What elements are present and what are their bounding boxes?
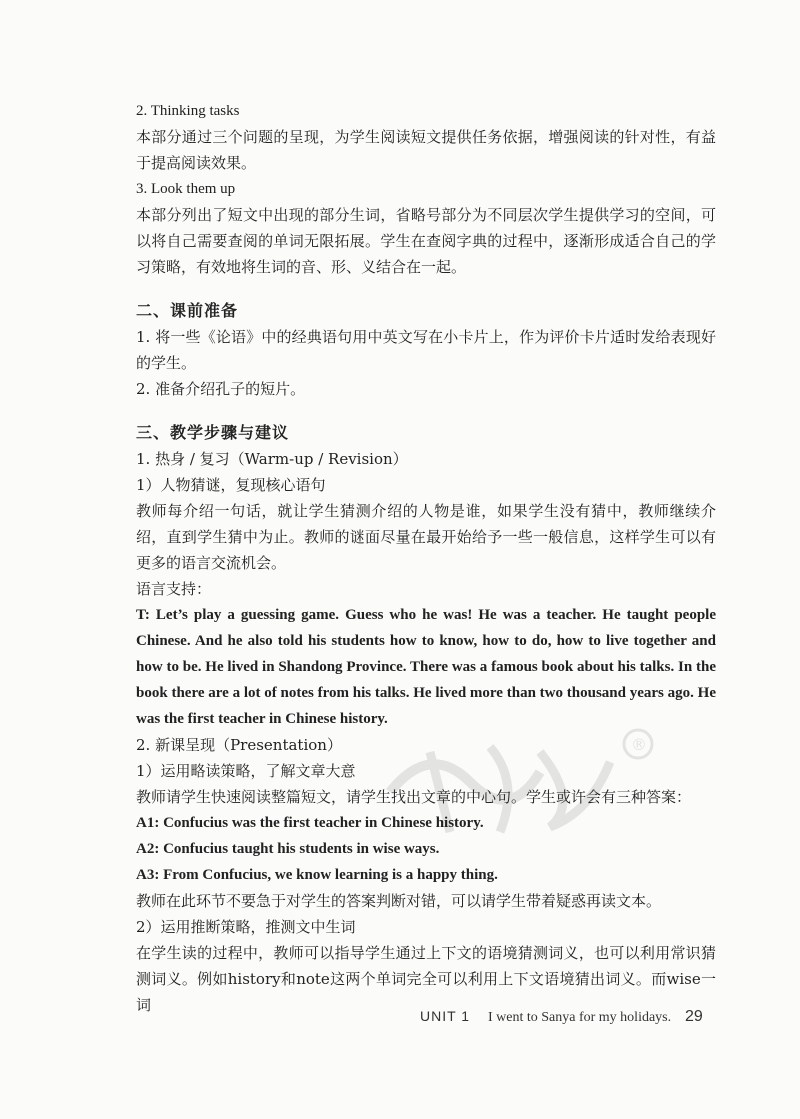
warmup-body: 教师每介绍一句话，就让学生猜测介绍的人物是谁，如果学生没有猜中，教师继续介绍，直到学生猜中为止。教师的谜面尽量在最开始给予一些一般信息，这样学生可以有更多的语言交流机会。 bbox=[136, 502, 716, 572]
look-them-up-title: 3. Look them up bbox=[136, 181, 236, 197]
prep-item-1: 1. 将一些《论语》中的经典语句用中英文写在小卡片上，作为评价卡片适时发给表现好的学生。 bbox=[136, 328, 716, 372]
language-support-label: 语言支持： bbox=[136, 580, 212, 598]
document-page bbox=[136, 98, 716, 1018]
presentation-body-2: 教师在此环节不要急于对学生的答案判断对错，可以请学生带着疑惑再读文本。 bbox=[136, 892, 662, 910]
answer-a3: A3: From Confucius, we know learning is a happy thing. bbox=[136, 867, 498, 883]
presentation-title: 2. 新课呈现（Presentation） bbox=[136, 736, 342, 754]
presentation-body-3: 在学生读的过程中，教师可以指导学生通过上下文的语境猜测词义，也可以利用常识猜测词义。例如history和note这两个单词完全可以利用上下文语境猜出词义。而wise一词 bbox=[136, 944, 716, 1014]
look-them-up-body: 本部分列出了短文中出现的部分生词，省略号部分为不同层次学生提供学习的空间，可以将自己需要查阅的单词无限拓展。学生在查阅字典的过程中，逐渐形成适合自己的学习策略，有效地将生词的音、形、义结合在一起。 bbox=[136, 206, 716, 276]
registered-mark: ® bbox=[631, 735, 647, 754]
page-number: 29 bbox=[685, 1008, 703, 1025]
presentation-subtitle-2: 2）运用推断策略，推测文中生词 bbox=[136, 918, 356, 936]
warmup-title: 1. 热身 / 复习（Warm-up / Revision） bbox=[136, 450, 408, 468]
presentation-subtitle-1: 1）运用略读策略，了解文章大意 bbox=[136, 762, 356, 780]
page-footer bbox=[420, 1008, 703, 1026]
footer-unit: UNIT 1 bbox=[420, 1008, 471, 1024]
prep-item-2: 2. 准备介绍孔子的短片。 bbox=[136, 380, 306, 398]
steps-heading: 三、教学步骤与建议 bbox=[136, 423, 290, 442]
footer-unit-title: I went to Sanya for my holidays. bbox=[487, 1010, 672, 1025]
warmup-subtitle: 1）人物猜谜，复现核心语句 bbox=[136, 476, 326, 494]
answer-a1: A1: Confucius was the first teacher in Chinese history. bbox=[136, 815, 484, 831]
teacher-dialogue: T: Let’s play a guessing game. Guess who he was! He was a teacher. He taught people Chinese. And he also told his students how to know, how to do, how to live together and how to be. He lived in Shandong Province. There was a famous book about his talks. In the book there are a lot of notes from his talks. He lived more than two thousand years ago. He was the first teacher in Chinese history. bbox=[136, 607, 716, 727]
thinking-tasks-title: 2. Thinking tasks bbox=[136, 103, 240, 119]
answer-a2: A2: Confucius taught his students in wise ways. bbox=[136, 841, 440, 857]
prep-heading: 二、课前准备 bbox=[136, 301, 239, 320]
thinking-tasks-body: 本部分通过三个问题的呈现，为学生阅读短文提供任务依据，增强阅读的针对性，有益于提高阅读效果。 bbox=[136, 128, 716, 172]
presentation-body-1: 教师请学生快速阅读整篇短文，请学生找出文章的中心句。学生或许会有三种答案： bbox=[136, 788, 692, 806]
